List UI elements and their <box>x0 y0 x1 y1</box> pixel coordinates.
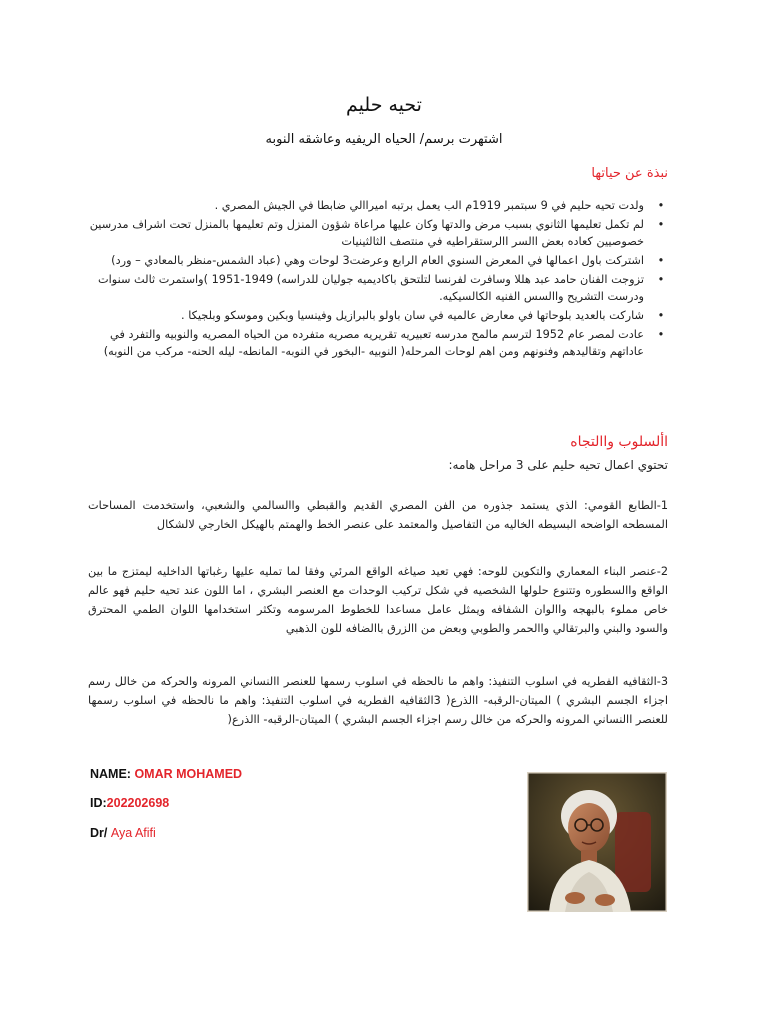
page-subtitle: اشتهرت برسم/ الحياه الريفيه وعاشقه النوبه <box>265 132 503 147</box>
list-item-text: ولدت تحيه حليم في 9 سبتمبر 1919م الب يعمل برتبه اميراالي ضابطا في الجيش المصري . <box>214 199 644 212</box>
life-heading: نبذة عن حياتها <box>591 166 668 181</box>
student-name-line <box>90 767 390 781</box>
id-label: ID: <box>90 796 107 810</box>
dr-label: Dr/ <box>90 826 108 840</box>
list-item-text: تزوجت الفنان حامد عبد هللا وسافرت لفرنسا لتلتحق باكاديميه جوليان للدراسه) 1949-1951 )واستمرت ثالث سنوات ودرست التشريح واالسس الفنيه الكالسيكيه. <box>97 273 644 303</box>
id-value: 202202698 <box>106 796 170 810</box>
portrait-icon <box>527 772 667 912</box>
phase-paragraph-1: 1-الطابع القومي: الذي يستمد جذوره من الفن المصري القديم والقبطي واالسالمي والشعبي، واستخدمت المساحات المسطحه الواضحه البسيطه الخاليه من التفاصيل والمعتمد على عنصر الخط والهمتم بالهيكل الخارجي لالشكال <box>88 499 668 531</box>
bullet-icon: • <box>657 328 665 341</box>
list-item <box>88 252 668 269</box>
list-item <box>88 271 668 305</box>
style-intro: تحتوي اعمال تحيه حليم على 3 مراحل هامه: <box>448 458 668 472</box>
bullet-icon: • <box>657 199 665 212</box>
bullet-icon: • <box>657 309 665 322</box>
name-value: OMAR MOHAMED <box>134 767 243 781</box>
list-item <box>88 197 668 214</box>
bullet-icon: • <box>657 273 665 286</box>
name-label: NAME: <box>90 767 131 781</box>
dr-value: Aya Afifi <box>110 826 156 840</box>
bullet-icon: • <box>657 218 665 231</box>
phase-paragraph-3: 3-الثقافيه الفطريه في اسلوب التنفيذ: واهم ما نالحظه في اسلوب رسمها للعنصر االنساني المرونه والحركه من خالل رسم اجزاء الجسم البشري ) الميتان-الرقبه- االذرع( 3الثقافيه الفطريه في اسلوب التنفيذ: واهم ما نالحظه في اسلوب رسمها للعنصر االنساني المرونه والحركه من خالل رسم اجزاء الجسم البشري ) الميتان-الرقبه- االذرع( <box>88 675 669 726</box>
list-item-text: شاركت بالعديد بلوحاتها في معارض عالميه في سان باولو بالبرازيل وفينسيا وبكين وموسكو وبلجيكا . <box>181 309 644 322</box>
list-item <box>88 307 668 324</box>
life-bullet-list <box>88 197 668 362</box>
phase-paragraph-2: 2-عنصر البناء المعماري والتكوين للوحه: فهي تعيد صياغه الواقع المرئي وفقا لما تمليه عليها رغباتها الداخليه ليمتزج ما بين الواقع واالسطوره وتتنوع حلولها الشخصيه في شكل تركيب الوحدات مع العنصر البشري ، اما اللون عند تحيه حليم فهو عالم خاص مملوء بالبهجه واالوان الشفافه ويمثل عامل مساعدا للخطوط المرسومه وتكثر استخدامها اللوان الطمي المحترق والسود والبني والبرتقالي واالحمر والطوبي وبعض من االزرق باالضافه للون الذهبي <box>88 565 668 635</box>
list-item <box>88 326 668 360</box>
list-item-text: عادت لمصر عام 1952 لترسم مالمح مدرسه تعبيريه تقريريه مصريه متفرده من الحياه المصريه والنوبيه والتفرد في عاداتهم وتقاليدهم وفنونهم ومن اهم لوحات المرحله( النوبيه -البخور في النوبه- المانطه- ليله الحنه- مركب من النوبه) <box>103 328 644 358</box>
style-heading: األسلوب واالتجاه <box>570 434 668 450</box>
page-title: تحيه حليم <box>346 94 422 116</box>
student-id-line <box>90 796 390 810</box>
list-item <box>88 216 668 250</box>
portrait-painting-image <box>527 772 667 912</box>
list-item-text: اشتركت باول اعمالها في المعرض السنوي العام الرابع وعرضت3 لوحات وهي (عباد الشمس-منظر بالمعادي – ورد) <box>111 254 644 267</box>
list-item-text: لم تكمل تعليمها الثانوي بسبب مرض والدتها وكان عليها مراعاة شؤون المنزل وتم تعليمها بالمنزل تحت اشراف مدرسين خصوصيين كعاده بعض االسر االرستقراطيه في منتصف الثالثينيات <box>89 218 644 248</box>
bullet-icon: • <box>657 254 665 267</box>
doctor-line <box>90 826 390 840</box>
